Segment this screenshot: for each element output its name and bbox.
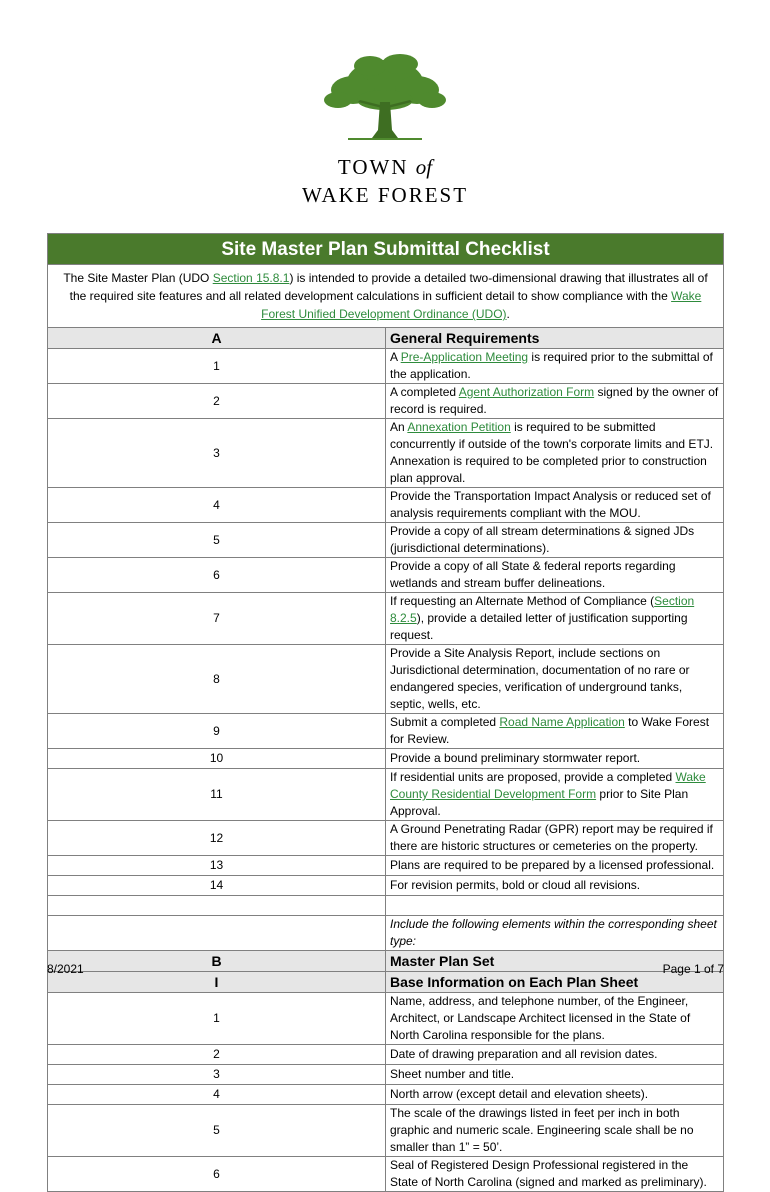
- of-word: of: [415, 155, 433, 179]
- item-number: 6: [48, 558, 386, 593]
- udo-section-link[interactable]: Section 15.8.1: [212, 271, 290, 285]
- item-number: 1: [48, 349, 386, 384]
- item-text: An Annexation Petition is required to be submitted concurrently if outside of the town's corporate limits and ETJ. Annexation is required to be completed prior to construction plan approval.: [386, 419, 724, 488]
- checklist-row: [48, 1105, 724, 1157]
- checklist-row: [48, 384, 724, 419]
- item-text: A completed Agent Authorization Form signed by the owner of record is required.: [386, 384, 724, 419]
- checklist-row: [48, 419, 724, 488]
- checklist-row: [48, 645, 724, 714]
- item-number: 5: [48, 1105, 386, 1157]
- checklist-row: [48, 523, 724, 558]
- document-link[interactable]: Pre-Application Meeting: [400, 350, 529, 364]
- checklist-row: [48, 488, 724, 523]
- checklist-row: [48, 749, 724, 769]
- item-number: 2: [48, 384, 386, 419]
- item-number: 1: [48, 993, 386, 1045]
- checklist-row: [48, 714, 724, 749]
- section-a-header: [48, 328, 724, 349]
- document-link[interactable]: Agent Authorization Form: [458, 385, 595, 399]
- checklist-row: [48, 769, 724, 821]
- item-text: A Pre-Application Meeting is required prior to the submittal of the application.: [386, 349, 724, 384]
- subsection-numeral: I: [48, 972, 386, 993]
- town-name-line2: WAKE FOREST: [301, 183, 469, 207]
- document-link[interactable]: Annexation Petition: [407, 420, 511, 434]
- item-text: Name, address, and telephone number, of the Engineer, Architect, or Landscape Architect licensed in the State of North Carolina responsible for the plans.: [386, 993, 724, 1045]
- checklist-row: [48, 593, 724, 645]
- item-number: 2: [48, 1045, 386, 1065]
- intro-text: The Site Master Plan (UDO: [63, 271, 213, 285]
- checklist-row: [48, 349, 724, 384]
- item-number: 11: [48, 769, 386, 821]
- item-text: Provide the Transportation Impact Analysis or reduced set of analysis requirements compliant with the MOU.: [386, 488, 724, 523]
- checklist-row: [48, 993, 724, 1045]
- item-text: Provide a Site Analysis Report, include sections on Jurisdictional determination, documentation of no rare or endangered species, verification of underground tanks, septic, wells, etc.: [386, 645, 724, 714]
- item-number: 4: [48, 1085, 386, 1105]
- udo-link[interactable]: Wake Forest Unified Development Ordinance (UDO): [261, 289, 702, 321]
- item-number: 6: [48, 1157, 386, 1192]
- item-number: 5: [48, 523, 386, 558]
- section-b-header: [48, 951, 724, 972]
- item-text: If requesting an Alternate Method of Compliance (Section 8.2.5), provide a detailed letter of justification supporting request.: [386, 593, 724, 645]
- section-letter: B: [48, 951, 386, 972]
- document-link[interactable]: Wake County Residential Development Form: [390, 770, 706, 801]
- intro-text: ) is intended to provide a detailed two-dimensional drawing that illustrates all of the required site features and all related development calculations in sufficient detail to show compliance with the: [69, 271, 708, 303]
- item-text: For revision permits, bold or cloud all revisions.: [386, 876, 724, 896]
- town-word: TOWN: [337, 155, 409, 179]
- item-text: Provide a bound preliminary stormwater report.: [386, 749, 724, 769]
- item-number: 13: [48, 856, 386, 876]
- item-text: Provide a copy of all State & federal reports regarding wetlands and stream buffer delineations.: [386, 558, 724, 593]
- item-text: The scale of the drawings listed in feet per inch in both graphic and numeric scale. Engineering scale shall be no smaller than 1” = 50’.: [386, 1105, 724, 1157]
- item-number: 4: [48, 488, 386, 523]
- checklist-row: [48, 1085, 724, 1105]
- checklist-row: [48, 856, 724, 876]
- intro-text: .: [506, 307, 510, 321]
- subsection-i-header: [48, 972, 724, 993]
- item-text: A Ground Penetrating Radar (GPR) report may be required if there are historic structures or cemeteries on the property.: [386, 821, 724, 856]
- town-tree-logo: [318, 52, 452, 144]
- item-text: Submit a completed Road Name Application to Wake Forest for Review.: [386, 714, 724, 749]
- item-text: North arrow (except detail and elevation sheets).: [386, 1085, 724, 1105]
- section-label: General Requirements: [386, 328, 724, 349]
- item-number: 14: [48, 876, 386, 896]
- item-number: 7: [48, 593, 386, 645]
- item-number: 10: [48, 749, 386, 769]
- item-text: Plans are required to be prepared by a licensed professional.: [386, 856, 724, 876]
- note-row: [48, 916, 724, 951]
- checklist-row: [48, 1045, 724, 1065]
- sheet-type-note: Include the following elements within the corresponding sheet type:: [386, 916, 724, 951]
- intro-paragraph: [48, 265, 724, 328]
- submittal-checklist-table: [47, 233, 724, 1192]
- section-label: Master Plan Set: [386, 951, 724, 972]
- item-text: If residential units are proposed, provide a completed Wake County Residential Development Form prior to Site Plan Approval.: [386, 769, 724, 821]
- document-link[interactable]: Road Name Application: [499, 715, 625, 729]
- item-text: Sheet number and title.: [386, 1065, 724, 1085]
- subsection-label: Base Information on Each Plan Sheet: [386, 972, 724, 993]
- item-text: Provide a copy of all stream determinations & signed JDs (jurisdictional determinations).: [386, 523, 724, 558]
- item-number: 12: [48, 821, 386, 856]
- blank-row: [48, 896, 724, 916]
- item-text: Date of drawing preparation and all revision dates.: [386, 1045, 724, 1065]
- checklist-row: [48, 558, 724, 593]
- document-link[interactable]: Section 8.2.5: [390, 594, 695, 625]
- checklist-row: [48, 821, 724, 856]
- checklist-row: [48, 1065, 724, 1085]
- section-letter: A: [48, 328, 386, 349]
- checklist-row: [48, 1157, 724, 1192]
- item-number: 3: [48, 419, 386, 488]
- footer-date: 8/2021: [47, 962, 84, 976]
- item-number: 8: [48, 645, 386, 714]
- item-number: 3: [48, 1065, 386, 1085]
- checklist-title: Site Master Plan Submittal Checklist: [48, 234, 724, 265]
- item-number: 9: [48, 714, 386, 749]
- footer-page-number: Page 1 of 7: [662, 962, 724, 976]
- town-name-line1: [0, 155, 770, 180]
- item-text: Seal of Registered Design Professional registered in the State of North Carolina (signed and marked as preliminary).: [386, 1157, 724, 1192]
- checklist-row: [48, 876, 724, 896]
